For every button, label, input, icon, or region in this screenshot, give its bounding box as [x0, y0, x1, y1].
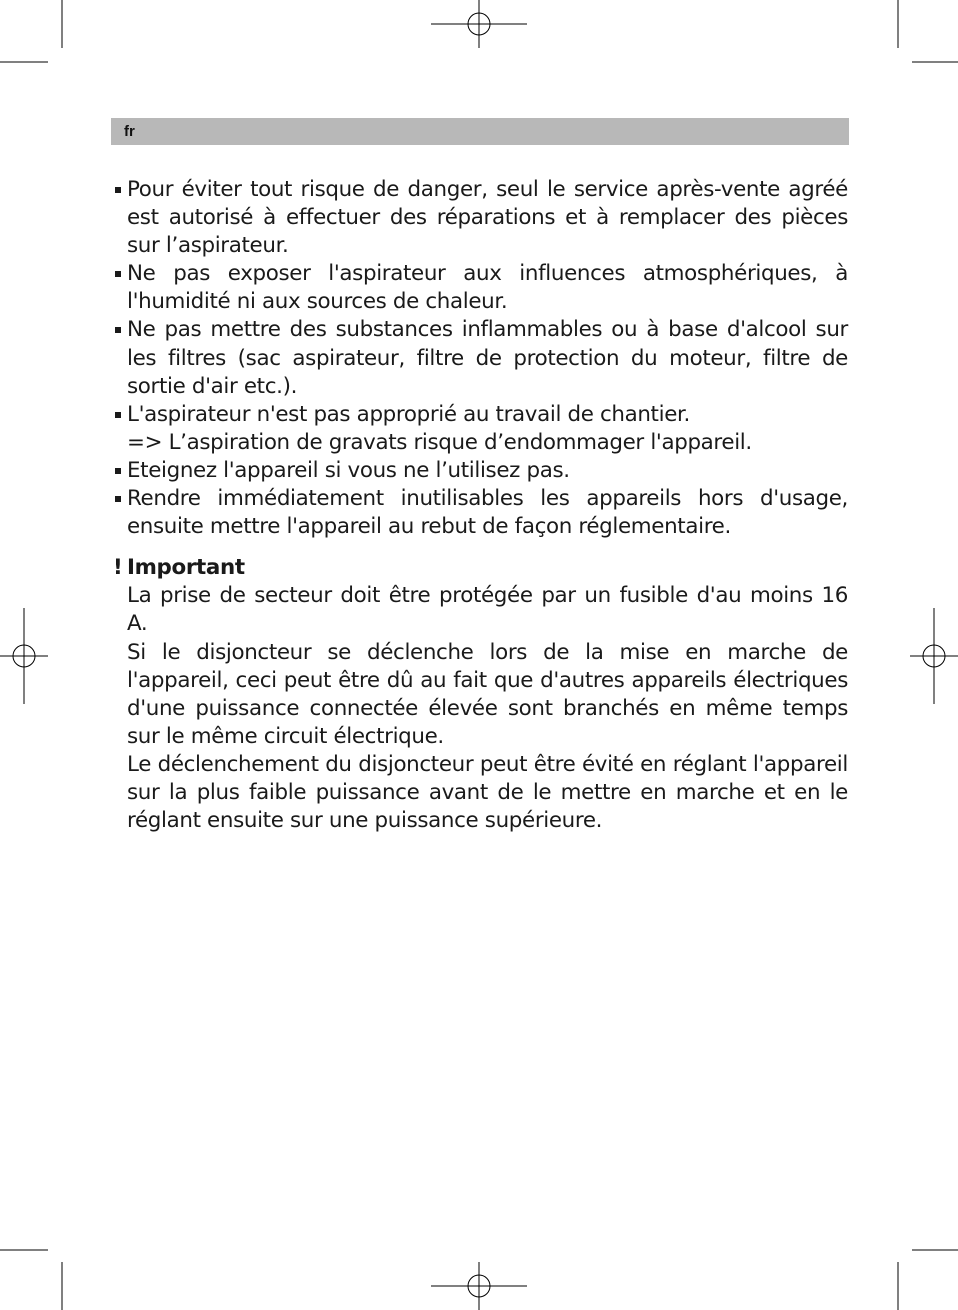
registration-target-left — [0, 608, 48, 704]
important-section — [113, 554, 848, 835]
list-item — [113, 260, 848, 316]
bullet-text: Ne pas mettre des substances inflammables ou à base d'alcool sur les filtres (sac aspirateur, filtre de protection du moteur, filtre de sortie d'air etc.). — [127, 317, 848, 399]
important-paragraph: Si le disjoncteur se déclenche lors de la mise en marche de l'appareil, ceci peut être dû au fait que d'autres appareils électriques d'une puissance connectée élevée sont branchés en même temps sur le même circuit électrique. — [127, 639, 848, 749]
registration-target-top — [431, 0, 527, 48]
page-content — [113, 176, 848, 835]
registration-target-right — [910, 608, 958, 704]
exclamation-icon: ! — [113, 555, 123, 581]
important-heading — [113, 554, 848, 582]
bullet-text: Eteignez l'appareil si vous ne l’utilisez pas. — [127, 457, 570, 483]
safety-bullet-list — [113, 176, 848, 541]
important-paragraph: Le déclenchement du disjoncteur peut être évité en réglant l'appareil sur la plus faible puissance avant de le mettre en marche et en le réglant ensuite sur une puissance supérieure. — [127, 751, 848, 834]
registration-target-bottom — [431, 1262, 527, 1310]
bullet-square-icon — [115, 187, 121, 193]
list-item — [113, 485, 848, 541]
language-tag: fr — [124, 123, 135, 140]
important-title: Important — [127, 555, 245, 581]
bullet-text: Ne pas exposer l'aspirateur aux influences atmosphériques, à l'humidité ni aux sources de chaleur. — [127, 261, 848, 315]
bullet-text: Pour éviter tout risque de danger, seul le service après-vente agréé est autorisé à effectuer des réparations et à remplacer des pièces sur l’aspirateur. — [127, 177, 848, 259]
bullet-square-icon — [115, 412, 121, 418]
bullet-square-icon — [115, 496, 121, 502]
important-paragraph: La prise de secteur doit être protégée par un fusible d'au moins 16 A. — [127, 583, 848, 637]
bullet-text: Rendre immédiatement inutilisables les appareils hors d'usage, ensuite mettre l'appareil au rebut de façon réglementaire. — [127, 486, 848, 540]
list-item — [113, 401, 848, 457]
list-item — [113, 176, 848, 260]
language-header-bar — [111, 118, 849, 145]
list-item — [113, 316, 848, 400]
bullet-square-icon — [115, 327, 121, 333]
bullet-text: L'aspirateur n'est pas approprié au travail de chantier. — [127, 401, 690, 427]
bullet-square-icon — [115, 468, 121, 474]
bullet-square-icon — [115, 271, 121, 277]
bullet-note: => L’aspiration de gravats risque d’endommager l'appareil. — [127, 429, 752, 455]
list-item — [113, 457, 848, 485]
